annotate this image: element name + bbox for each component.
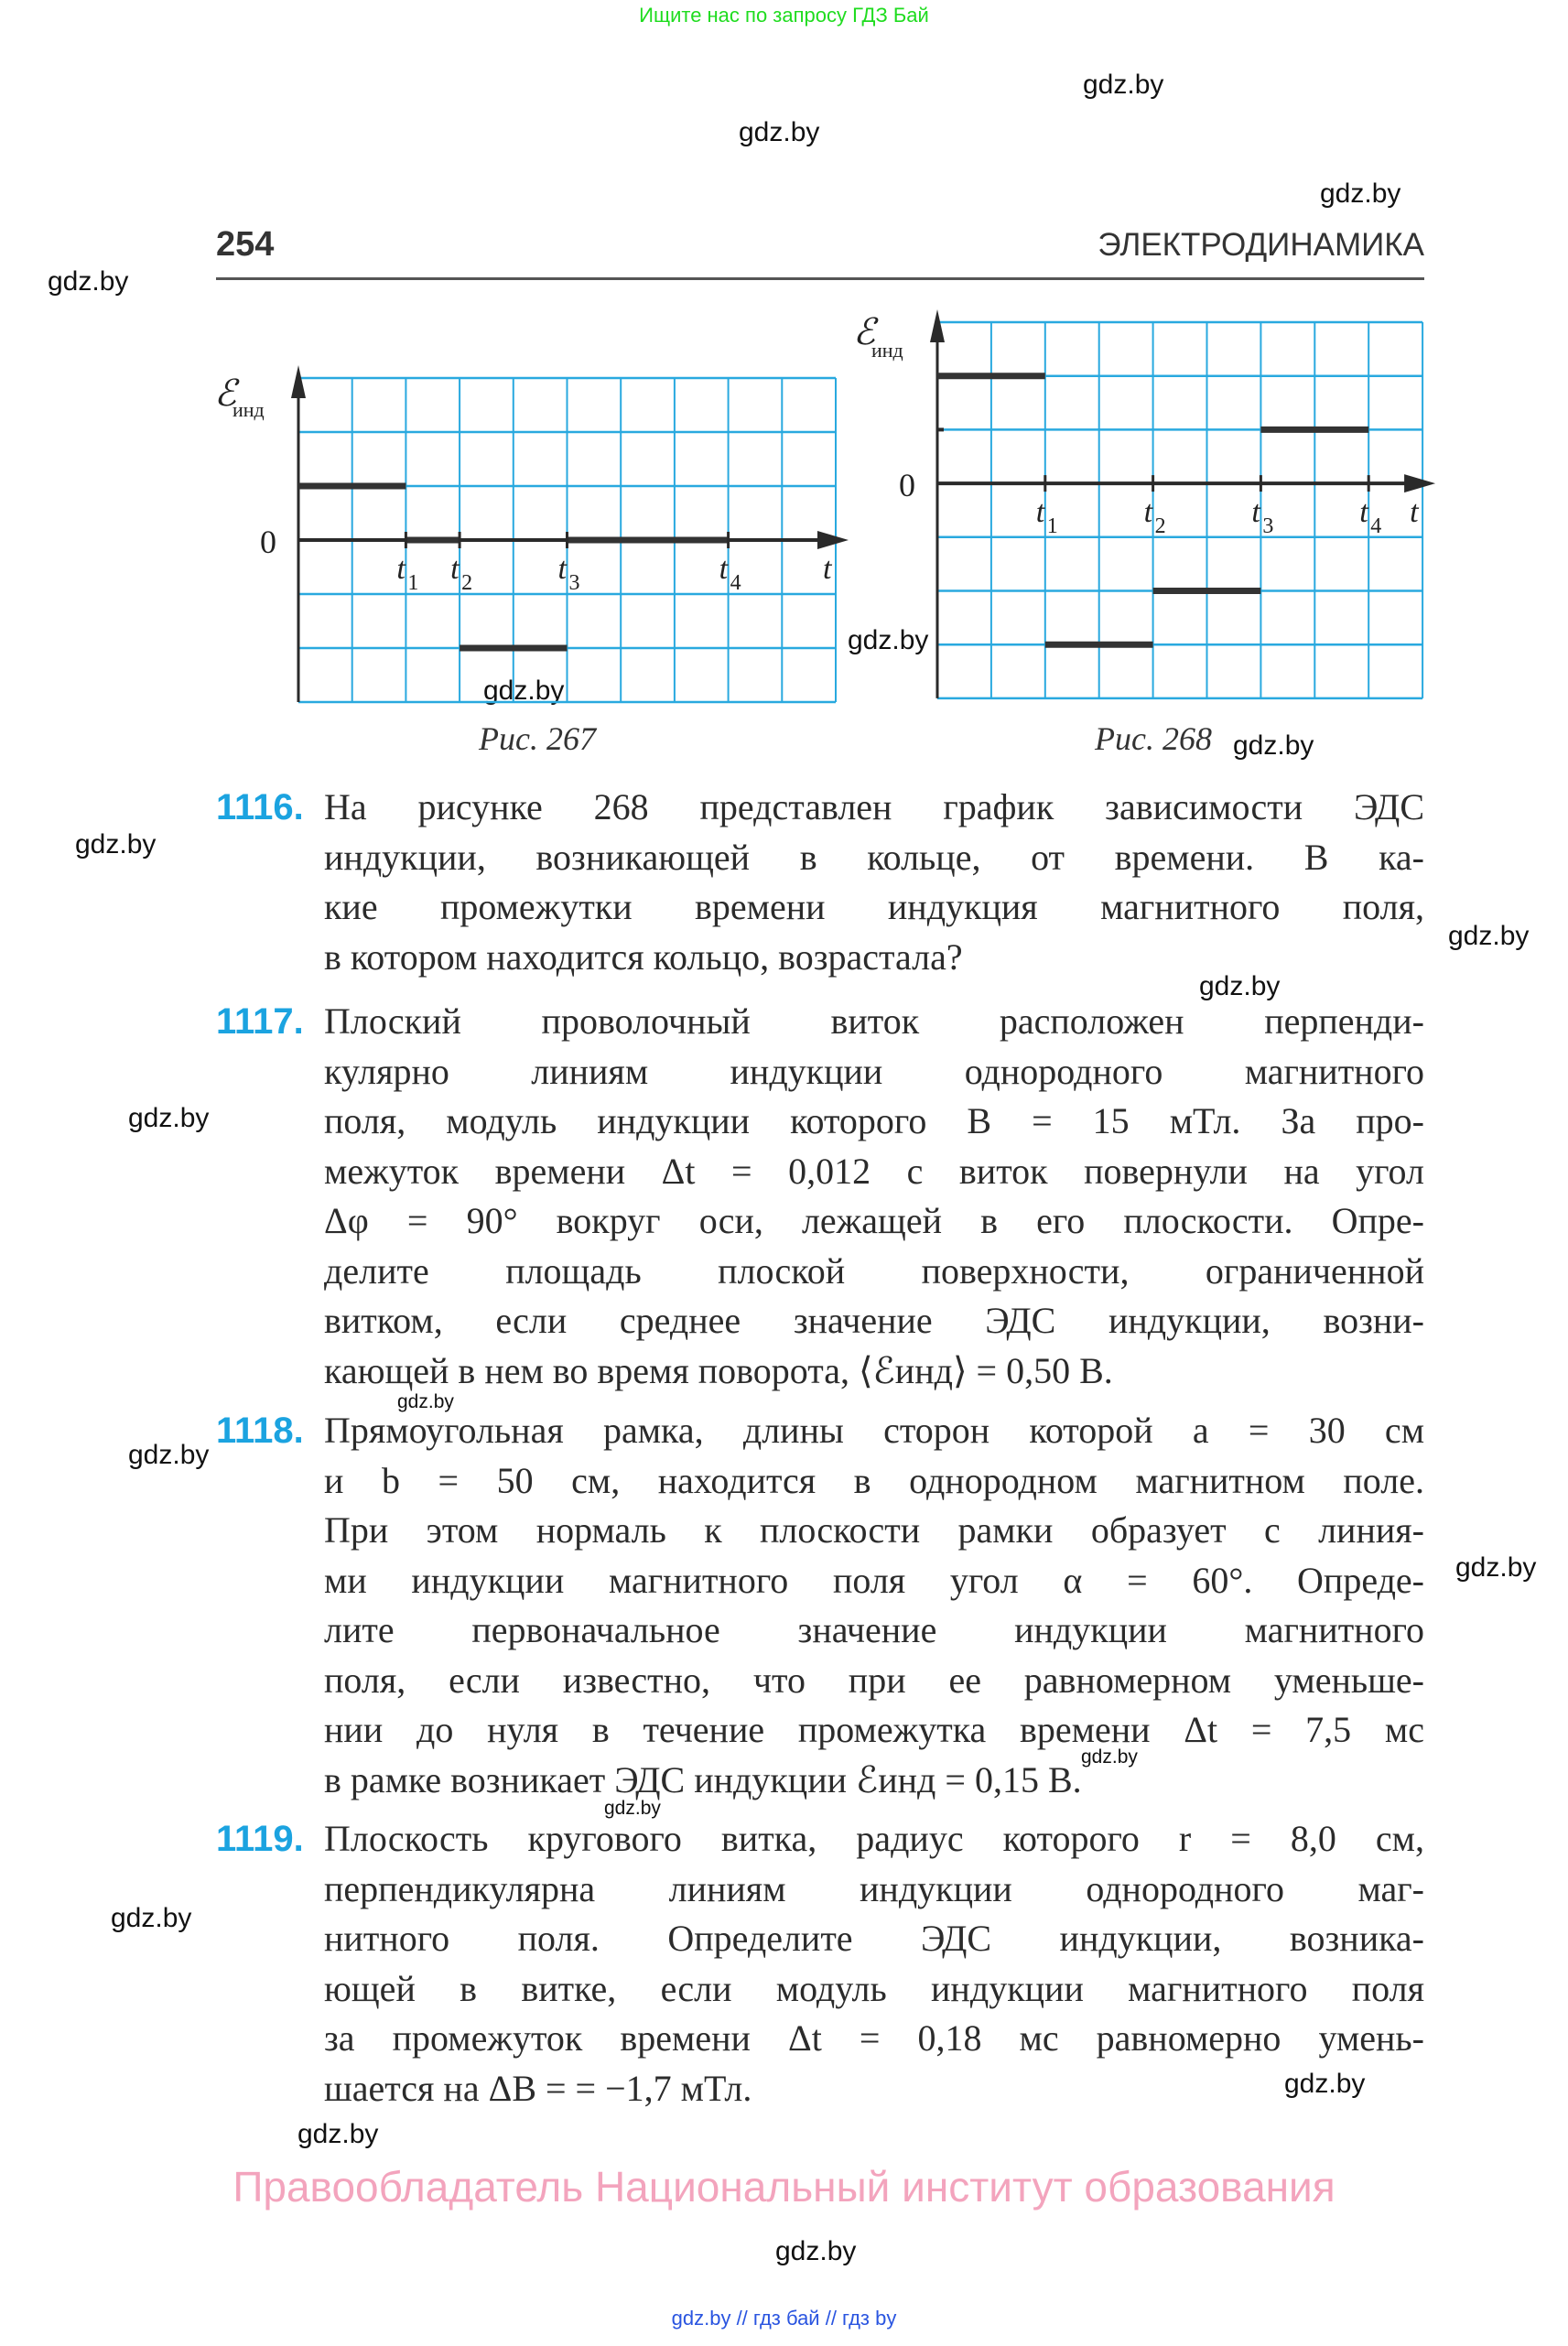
time-label: t <box>1035 495 1045 530</box>
text-line: кие промежутки времени индукция магнитного поля, <box>324 886 1424 927</box>
time-label: t <box>1143 495 1153 530</box>
figure-caption-267: Рис. 267 <box>479 720 596 757</box>
watermark: gdz.by <box>848 625 929 655</box>
text-line: индукции, возникающей в кольце, от времени. В ка- <box>324 836 1424 878</box>
time-label: t <box>450 552 460 586</box>
watermark: gdz.by <box>397 1391 454 1412</box>
watermark: gdz.by <box>297 2119 379 2149</box>
origin-label: 0 <box>260 524 276 560</box>
time-label-subscript: 1 <box>1046 514 1058 539</box>
problem-text <box>324 783 1424 982</box>
problem-number: 1117. <box>216 1001 304 1042</box>
text-line: витком, если среднее значение ЭДС индукции, возни- <box>324 1300 1424 1341</box>
page-number: 254 <box>216 225 275 264</box>
x-axis-label: t <box>823 552 832 586</box>
text-line: кулярно линиям индукции однородного магнитного <box>324 1050 1424 1092</box>
figure-caption-268: Рис. 268 <box>1095 720 1212 757</box>
text-line: На рисунке 268 представлен график зависимости ЭДС <box>324 786 1424 827</box>
text-line: в рамке возникает ЭДС индукции ℰинд = 0,15 В. <box>324 1758 1082 1800</box>
problem-text <box>324 1814 1424 2114</box>
text-line: и b = 50 см, находится в однородном магнитном поле. <box>324 1459 1424 1501</box>
watermark: gdz.by <box>1081 1746 1138 1768</box>
text-line: Плоскость кругового витка, радиус которого r = 8,0 см, <box>324 1818 1424 1859</box>
search-hint-banner: Ищите нас по запросу ГДЗ Бай <box>639 4 929 27</box>
text-line: ющей в витке, если модуль индукции магнитного поля <box>324 1967 1424 2009</box>
time-label: t <box>557 552 567 586</box>
time-label-subscript: 4 <box>1370 514 1382 539</box>
text-line: шается на ΔB = = −1,7 мТл. <box>324 2067 752 2109</box>
text-line: перпендикулярна линиям индукции однородного маг- <box>324 1867 1424 1909</box>
x-axis-label: t <box>1410 495 1419 530</box>
time-label: t <box>396 552 406 586</box>
y-axis-arrow-icon <box>291 365 306 398</box>
text-line: делите площадь плоской поверхности, ограниченной <box>324 1249 1424 1292</box>
problem-number: 1118. <box>216 1411 304 1451</box>
problem-number: 1116. <box>216 787 304 827</box>
watermark: gdz.by <box>604 1798 661 1819</box>
watermark: gdz.by <box>1448 921 1530 951</box>
x-axis-arrow-icon <box>817 531 849 549</box>
text-line: Прямоугольная рамка, длины сторон которой a = 30 см <box>324 1410 1424 1451</box>
text-line: за промежуток времени Δt = 0,18 мс равномерно умень- <box>324 2017 1424 2059</box>
watermark: gdz.by <box>739 117 820 147</box>
text-line: в котором находится кольцо, возрастала? <box>324 935 963 978</box>
watermark: gdz.by <box>128 1440 210 1470</box>
text-line: лите первоначальное значение индукции магнитного <box>324 1609 1424 1650</box>
watermark: gdz.by <box>1284 2069 1366 2099</box>
text-line: кающей в нем во время поворота, ⟨ℰинд⟩ = 0,50 В. <box>324 1349 1113 1391</box>
y-axis-arrow-icon <box>930 309 945 342</box>
time-label: t <box>719 552 729 586</box>
time-label: t <box>1251 495 1260 530</box>
watermark: gdz.by <box>1455 1552 1537 1583</box>
text-line: ми индукции магнитного поля угол α = 60°. Опреде- <box>324 1559 1424 1601</box>
problem-text <box>324 997 1424 1396</box>
time-label: t <box>1359 495 1368 530</box>
watermark: gdz.by <box>1320 178 1401 209</box>
watermark: gdz.by <box>1199 971 1281 1001</box>
time-label-subscript: 3 <box>1262 514 1274 539</box>
time-label-subscript: 3 <box>568 571 580 595</box>
footer-links[interactable]: gdz.by // гдз бай // гдз by <box>671 2307 897 2330</box>
y-axis-label-subscript: инд <box>232 398 265 421</box>
text-line: При этом нормаль к плоскости рамки образует с линия- <box>324 1509 1424 1551</box>
figures-canvas <box>0 0 1568 824</box>
x-axis-arrow-icon <box>1404 474 1435 492</box>
text-line: межуток времени Δt = 0,012 с виток повернули на угол <box>324 1150 1424 1192</box>
text-line: поля, если известно, что при ее равномерном уменьше- <box>324 1659 1424 1701</box>
copyright-notice: Правообладатель Национальный институт образования <box>232 2163 1336 2211</box>
problem-text <box>324 1406 1424 1805</box>
watermark: gdz.by <box>111 1903 192 1933</box>
y-axis-label: ℰ <box>214 373 237 414</box>
y-axis-label-subscript: инд <box>871 339 903 362</box>
time-label-subscript: 2 <box>461 571 473 595</box>
time-label-subscript: 4 <box>730 571 741 595</box>
watermark: gdz.by <box>483 676 565 706</box>
watermark: gdz.by <box>75 829 157 859</box>
watermark: gdz.by <box>775 2236 857 2266</box>
text-line: нии до нуля в течение промежутка времени Δt = 7,5 мс <box>324 1709 1424 1750</box>
watermark: gdz.by <box>1083 70 1164 100</box>
text-line: Плоский проволочный виток расположен перпенди- <box>324 1000 1424 1042</box>
watermark: gdz.by <box>128 1103 210 1133</box>
time-label-subscript: 2 <box>1154 514 1166 539</box>
watermark: gdz.by <box>48 266 129 297</box>
text-line: Δφ = 90° вокруг оси, лежащей в его плоскости. Опре- <box>324 1200 1424 1241</box>
text-line: нитного поля. Определите ЭДС индукции, возника- <box>324 1918 1424 1959</box>
text-line: поля, модуль индукции которого B = 15 мТл. За про- <box>324 1100 1424 1141</box>
section-title: ЭЛЕКТРОДИНАМИКА <box>1098 227 1424 263</box>
time-label-subscript: 1 <box>407 571 419 595</box>
origin-label: 0 <box>899 467 915 504</box>
y-axis-label: ℰ <box>853 311 876 352</box>
watermark: gdz.by <box>1233 730 1314 761</box>
problem-number: 1119. <box>216 1819 304 1859</box>
